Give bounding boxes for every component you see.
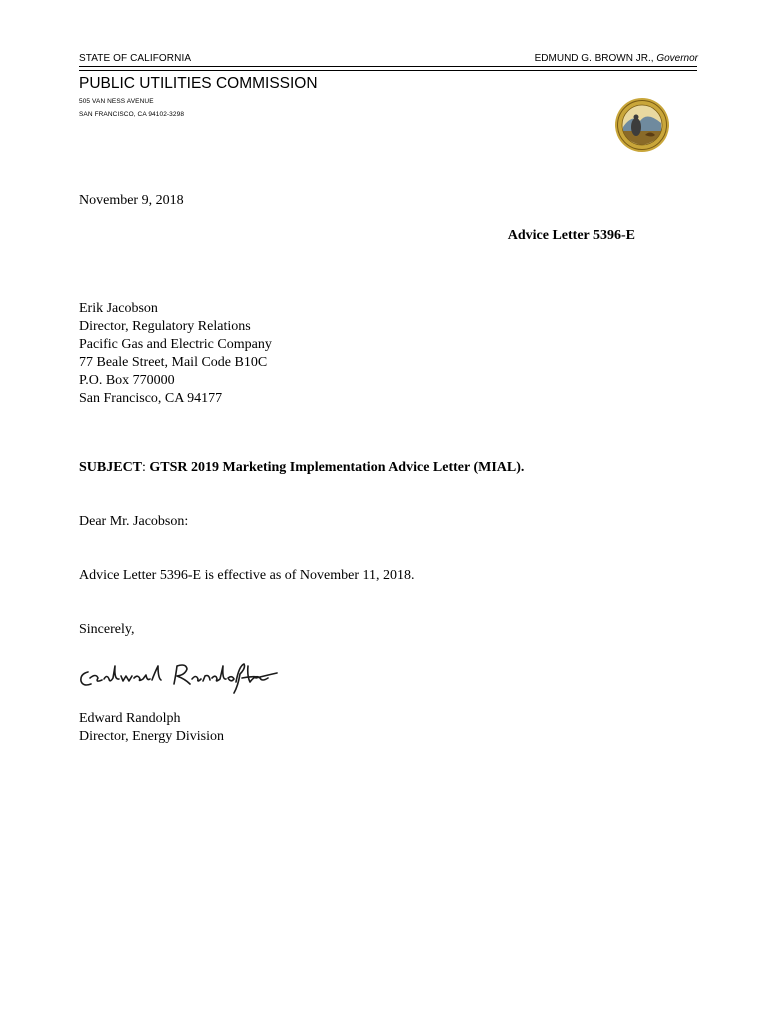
signer-block: [79, 710, 224, 746]
agency-name: PUBLIC UTILITIES COMMISSION: [79, 75, 318, 92]
signer-name: Edward Randolph: [79, 711, 181, 726]
recipient-street: 77 Beale Street, Mail Code B10C: [79, 355, 268, 370]
header-rule-thick: [79, 66, 697, 67]
agency-address-city: SAN FRANCISCO, CA 94102-3298: [79, 111, 185, 118]
state-of-california-label: STATE OF CALIFORNIA: [79, 53, 192, 64]
governor-name: EDMUND G. BROWN JR.,: [534, 53, 657, 64]
recipient-po-box: P.O. Box 770000: [79, 373, 175, 388]
letter-date: November 9, 2018: [79, 193, 184, 208]
handwritten-signature-icon: [76, 660, 282, 694]
recipient-address-block: [79, 300, 272, 408]
header-rule-thin: [79, 70, 697, 71]
recipient-company: Pacific Gas and Electric Company: [79, 337, 272, 352]
recipient-name: Erik Jacobson: [79, 301, 158, 316]
subject-label: SUBJECT: [79, 460, 143, 475]
salutation: Dear Mr. Jacobson:: [79, 514, 189, 529]
california-state-seal-icon: [614, 97, 670, 153]
recipient-city: San Francisco, CA 94177: [79, 391, 223, 406]
recipient-title: Director, Regulatory Relations: [79, 319, 251, 334]
subject-line: SUBJECT: GTSR 2019 Marketing Implementation Advice Letter (MIAL).: [79, 460, 525, 475]
governor-label: [535, 53, 698, 64]
advice-letter-reference: Advice Letter 5396-E: [507, 228, 635, 243]
governor-title: Governor: [656, 53, 698, 64]
letter-body: Advice Letter 5396-E is effective as of November 11, 2018.: [79, 568, 415, 583]
subject-text: GTSR 2019 Marketing Implementation Advice Letter (MIAL).: [149, 460, 525, 475]
signer-title: Director, Energy Division: [79, 729, 224, 744]
closing: Sincerely,: [79, 622, 135, 637]
agency-address-street: 505 VAN NESS AVENUE: [79, 98, 154, 105]
